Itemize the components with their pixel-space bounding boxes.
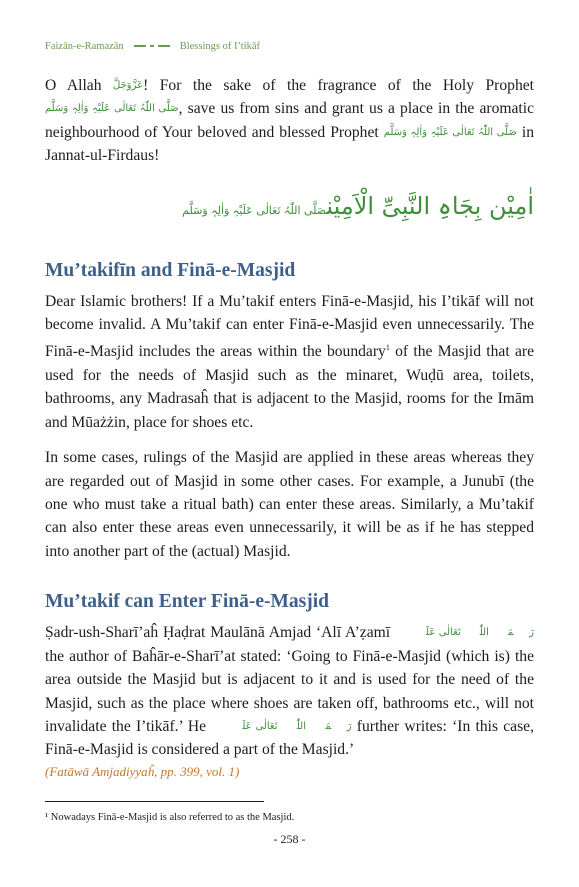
section-heading: Mu’takif can Enter Finā-e-Masjid: [45, 591, 329, 613]
footnote: ¹ Nowadays Finā-e-Masjid is also referred to as the Masjid.: [45, 812, 295, 823]
dua-line: [45, 186, 534, 226]
rahmatullah-symbol: رَحۡمَۃُ اللّٰہِ تَعَالٰی عَلَیۡہِ: [211, 720, 352, 732]
rahmatullah-symbol: رَحۡمَۃُ اللّٰہِ تَعَالٰی عَلَیۡہِ: [394, 627, 535, 639]
intro-paragraph: O Allah عَزَّوَجَلَّ! For the sake of the fragrance of the Holy Prophet صَلَّی اللّٰہُ تَعَالٰی عَلَیْہِ وَاٰلِہٖ وَسَلَّم, save us from sins and grant us a place in the aromatic neighbourhood of Your beloved and blessed Prophet صَلَّی اللّٰہُ تَعَالٰی عَلَیْہِ وَاٰلِہٖ وَسَلَّم in Jannat-ul-Firdaus!: [45, 77, 535, 165]
salawat-symbol: صَلَّی اللّٰہُ تَعَالٰی عَلَیْہِ وَاٰلِہٖ وَسَلَّم: [45, 103, 179, 115]
footnote-divider: [45, 801, 264, 802]
header-separator: [134, 45, 170, 47]
citation: (Fatāwā Amjadiyyaĥ, pp. 399, vol. 1): [45, 763, 240, 779]
page-body: [45, 74, 534, 780]
page-number: - 258 -: [273, 832, 306, 846]
section-heading: Mu’takifīn and Finā-e-Masjid: [45, 259, 296, 281]
running-header: [45, 38, 534, 54]
body-paragraph: Dear Islamic brothers! If a Mu’takif enters Finā-e-Masjid, his I’tikāf will not become invalid. A Mu’takif can enter Finā-e-Masjid even unnecessarily. The Finā-e-Masjid includes the areas within the boundary$^1$ of the Masjid that are used for the needs of Masjid such as the minaret, Wuḍū area, toilets, bathrooms, any Madrasaĥ that is adjacent to the Masjid, rooms for the Imām and Mūażżin, place for shoes etc.: [45, 292, 534, 431]
book-title: Faizān-e-Ramazān: [45, 40, 124, 52]
chapter-title: Blessings of I’tikāf: [179, 40, 261, 52]
azza-wajalla-symbol: عَزَّوَجَلَّ: [112, 80, 144, 91]
footnote-marker[interactable]: 1: [385, 343, 390, 353]
dua-text: اٰمِیْن بِجَاہِ النَّبِیِّ الْاَمِیْن: [326, 191, 534, 220]
body-paragraph: Ṣadr-ush-Sharī’aĥ Ḥaḍrat Maulānā Amjad ‘Alī A’ẓamī رَحۡمَۃُ اللّٰہِ تَعَالٰی عَلَیۡہِ the author of Baĥār-e-Sharī’at stated: ‘Going to Finā-e-Masjid (which is) the area outside the Masjid but is adjacent to it and is used for the need of the Masjid, such as the place where shoes are taken off, bathrooms etc., will not invalidate the I’tikāf.’ He رَحۡمَۃُ اللّٰہِ تَعَالٰی عَلَیۡہِ further writes: ‘In this case, Finā-e-Masjid is considered a part of the Masjid.’: [45, 624, 535, 759]
body-paragraph: In some cases, rulings of the Masjid are applied in these areas whereas they are regarded out of Masjid in some other cases. For example, a Junubī (the one who must take a ritual bath) can enter these areas. Similarly, a Mu’takif can also enter these areas even unnecessarily, it will be as if he has stepped into another part of the (actual) Masjid.: [45, 449, 534, 560]
salawat-symbol: صَلَّی اللّٰہُ تَعَالٰی عَلَیْہِ وَاٰلِہٖ وَسَلَّم: [383, 126, 517, 138]
salawat-symbol: صَلَّی اللّٰہُ تَعَالٰی عَلَیْہِ وَاٰلِہٖ وَسَلَّم: [182, 203, 327, 217]
